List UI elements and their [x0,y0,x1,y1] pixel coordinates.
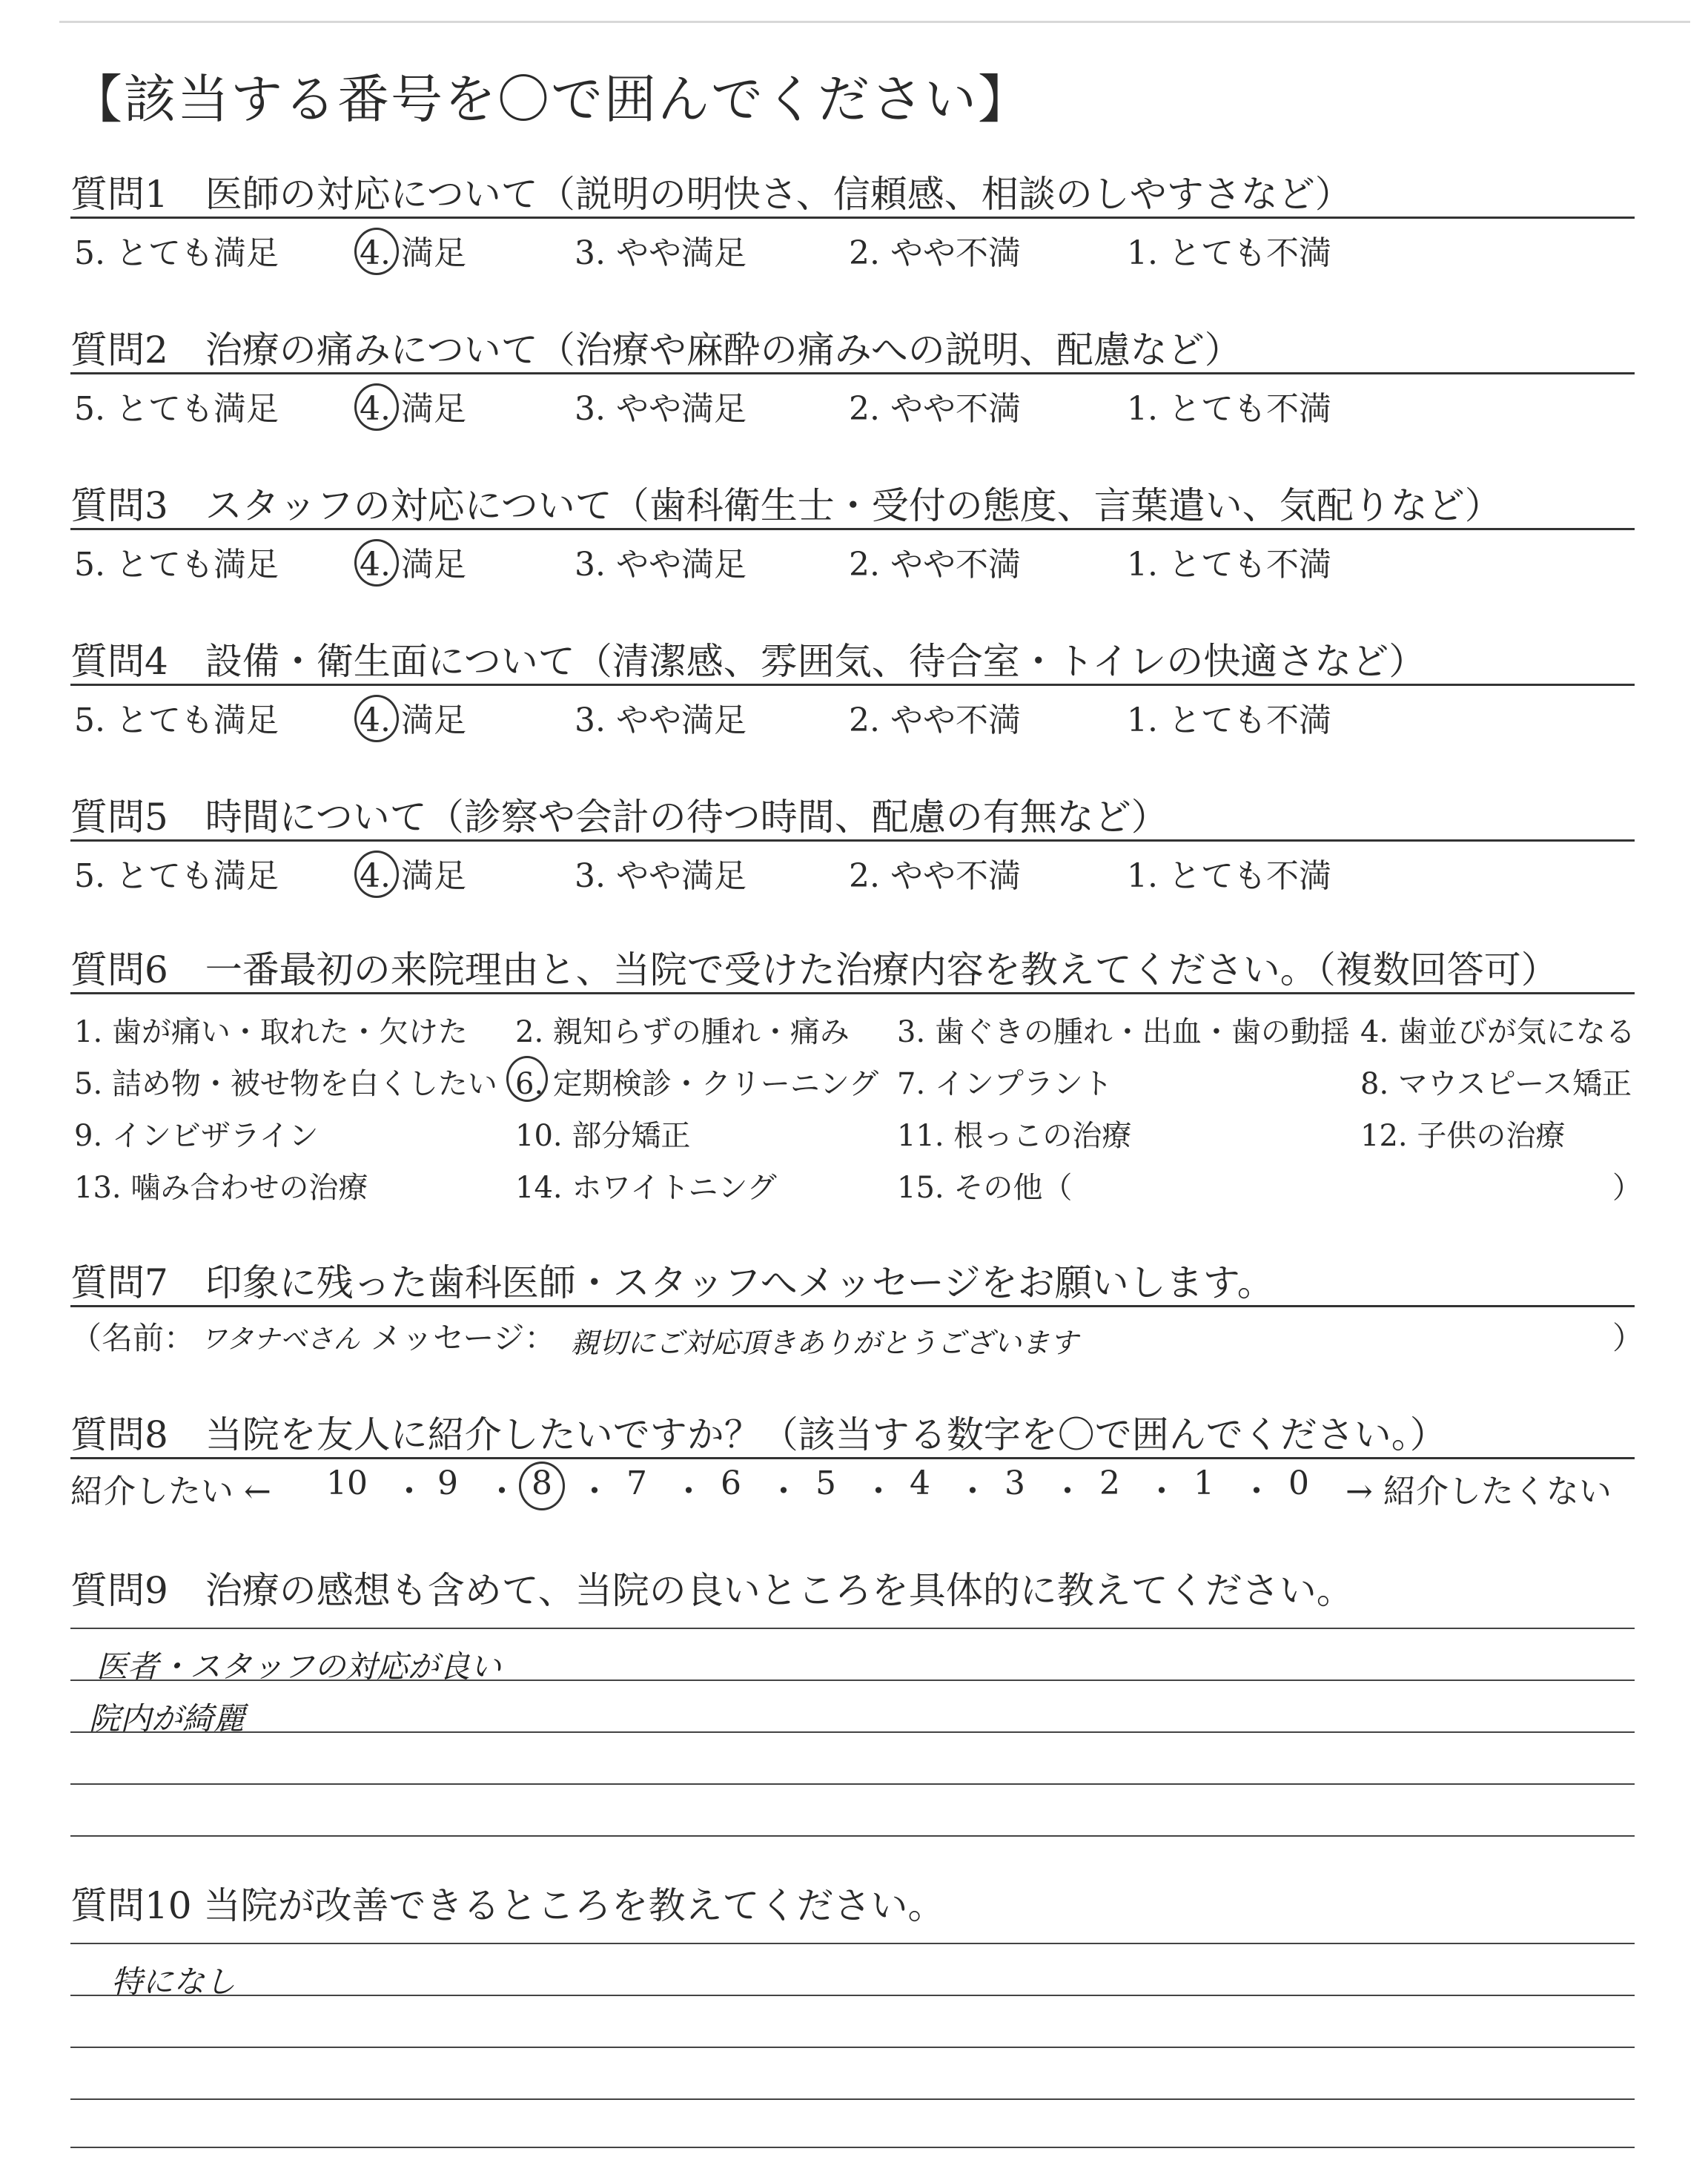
divider [70,1457,1635,1459]
reason-item[interactable]: 1. 歯が痛い・取れた・欠けた [74,1015,468,1049]
selection-circle [354,539,399,587]
question-title: 質問4 設備・衛生面について（清潔感、雰囲気、待合室・トイレの快適さなど） [70,640,1426,683]
scale-dot: ・ [672,1473,705,1510]
answer-line [70,2047,1635,2048]
scale-value[interactable]: 9 [437,1464,458,1502]
option-3[interactable]: 3. やや満足 [575,390,747,428]
question-title: 質問2 治療の痛みについて（治療や麻酔の痛みへの説明、配慮など） [70,328,1242,371]
reason-item-selected[interactable]: 6. 定期検診・クリーニング [515,1067,879,1101]
option-1[interactable]: 1. とても不満 [1127,701,1331,739]
selection-circle [354,695,399,742]
scale-dot: ・ [767,1473,800,1510]
scale-dot: ・ [956,1473,989,1510]
scale-value[interactable]: 6 [721,1464,741,1502]
option-1[interactable]: 1. とても不満 [1127,234,1331,272]
option-4[interactable]: 4. 満足 [360,234,466,272]
selection-circle [354,851,399,898]
answer-line [70,1835,1635,1837]
answer-line [70,1943,1635,1944]
option-3[interactable]: 3. やや満足 [575,546,747,584]
option-2[interactable]: 2. やや不満 [849,701,1021,739]
reason-item[interactable]: 11. 根っこの治療 [897,1119,1132,1153]
option-3[interactable]: 3. やや満足 [575,857,747,895]
question-title: 質問10 当院が改善できるところを教えてください。 [70,1884,945,1927]
selection-circle [354,383,399,431]
divider [70,1305,1635,1307]
scale-dot: ・ [486,1473,518,1510]
selection-circle [519,1462,565,1510]
question-title: 質問5 時間について（診察や会計の待つ時間、配慮の有無など） [70,796,1168,839]
reason-item[interactable]: 10. 部分矯正 [515,1119,691,1153]
reason-item-other[interactable]: 15. その他（ [897,1171,1073,1205]
other-close-paren: ） [1612,1171,1642,1205]
option-1[interactable]: 1. とても不満 [1127,857,1331,895]
option-4[interactable]: 4. 満足 [360,546,466,584]
scale-value-selected[interactable]: 8 [532,1464,552,1502]
instruction-heading: 【該当する番号を〇で囲んでください】 [70,69,1031,130]
message-close-paren: ） [1612,1320,1644,1356]
option-1[interactable]: 1. とても不満 [1127,390,1331,428]
message-value[interactable]: 親切にご対応頂きありがとうございます [571,1327,1079,1359]
option-3[interactable]: 3. やや満足 [575,701,747,739]
scale-value[interactable]: 1 [1194,1464,1214,1502]
divider [70,528,1635,530]
divider [70,992,1635,994]
reason-item[interactable]: 7. インプラント [897,1067,1113,1101]
divider [70,372,1635,374]
option-5[interactable]: 5. とても満足 [74,857,279,895]
question-title: 質問3 スタッフの対応について（歯科衛生士・受付の態度、言葉遣い、気配りなど） [70,484,1502,527]
option-2[interactable]: 2. やや不満 [849,546,1021,584]
selection-circle [506,1056,548,1102]
selection-circle [354,228,399,275]
reason-item[interactable]: 12. 子供の治療 [1360,1119,1566,1153]
answer-line [70,1783,1635,1785]
scale-dot: ・ [862,1473,895,1510]
reason-item[interactable]: 9. インビザライン [74,1119,319,1153]
scale-dot: ・ [578,1473,611,1510]
scale-left-label: 紹介したい ← [70,1473,271,1510]
scale-value[interactable]: 10 [326,1464,368,1502]
scale-dot: ・ [1051,1473,1084,1510]
option-5[interactable]: 5. とても満足 [74,234,279,272]
answer-line [70,1995,1635,1996]
reason-item[interactable]: 4. 歯並びが気になる [1360,1015,1635,1049]
scale-value[interactable]: 0 [1288,1464,1309,1502]
question-title: 質問7 印象に残った歯科医師・スタッフへメッセージをお願いします。 [70,1261,1274,1304]
scale-value[interactable]: 5 [815,1464,836,1502]
scale-dot: ・ [1145,1473,1178,1510]
reason-item[interactable]: 3. 歯ぐきの腫れ・出血・歯の動揺 [897,1015,1350,1049]
option-5[interactable]: 5. とても満足 [74,546,279,584]
top-border [59,21,1690,23]
question-title: 質問9 治療の感想も含めて、当院の良いところを具体的に教えてください。 [70,1569,1354,1612]
question-title: 質問8 当院を友人に紹介したいですか？（該当する数字を〇で囲んでください。） [70,1413,1447,1456]
option-4[interactable]: 4. 満足 [360,701,466,739]
option-3[interactable]: 3. やや満足 [575,234,747,272]
divider [70,684,1635,686]
reason-item[interactable]: 14. ホワイトニング [515,1171,777,1205]
scale-value[interactable]: 2 [1099,1464,1120,1502]
option-2[interactable]: 2. やや不満 [849,234,1021,272]
option-4[interactable]: 4. 満足 [360,390,466,428]
reason-item[interactable]: 5. 詰め物・被せ物を白くしたい [74,1067,497,1101]
answer-text[interactable]: 医者・スタッフの対応が良い [96,1648,502,1685]
reason-item[interactable]: 2. 親知らずの腫れ・痛み [515,1015,850,1049]
name-value[interactable]: ワタナベさん [200,1324,360,1355]
answer-line [70,2098,1635,2100]
question-title: 質問1 医師の対応について（説明の明快さ、信頼感、相談のしやすさなど） [70,173,1352,216]
option-2[interactable]: 2. やや不満 [849,390,1021,428]
scale-dot: ・ [393,1473,426,1510]
option-4[interactable]: 4. 満足 [360,857,466,895]
reason-item[interactable]: 8. マウスピース矯正 [1360,1067,1632,1101]
divider [70,839,1635,842]
divider [70,217,1635,219]
scale-right-label: → 紹介したくない [1345,1473,1612,1510]
scale-value[interactable]: 4 [910,1464,930,1502]
option-5[interactable]: 5. とても満足 [74,390,279,428]
option-2[interactable]: 2. やや不満 [849,857,1021,895]
option-5[interactable]: 5. とても満足 [74,701,279,739]
answer-text[interactable]: 特になし [111,1964,236,2000]
name-label: （名前： [70,1320,196,1356]
scale-value[interactable]: 3 [1004,1464,1025,1502]
message-label: メッセージ： [371,1320,556,1356]
scale-value[interactable]: 7 [626,1464,647,1502]
answer-line [70,1628,1635,1629]
answer-text[interactable]: 院内が綺麗 [89,1700,245,1737]
scale-dot: ・ [1240,1473,1273,1510]
reason-item[interactable]: 13. 噛み合わせの治療 [74,1171,368,1205]
answer-line [70,2147,1635,2148]
option-1[interactable]: 1. とても不満 [1127,546,1331,584]
question-title: 質問6 一番最初の来院理由と、当院で受けた治療内容を教えてください。（複数回答可） [70,948,1558,991]
answer-line [70,1731,1635,1733]
